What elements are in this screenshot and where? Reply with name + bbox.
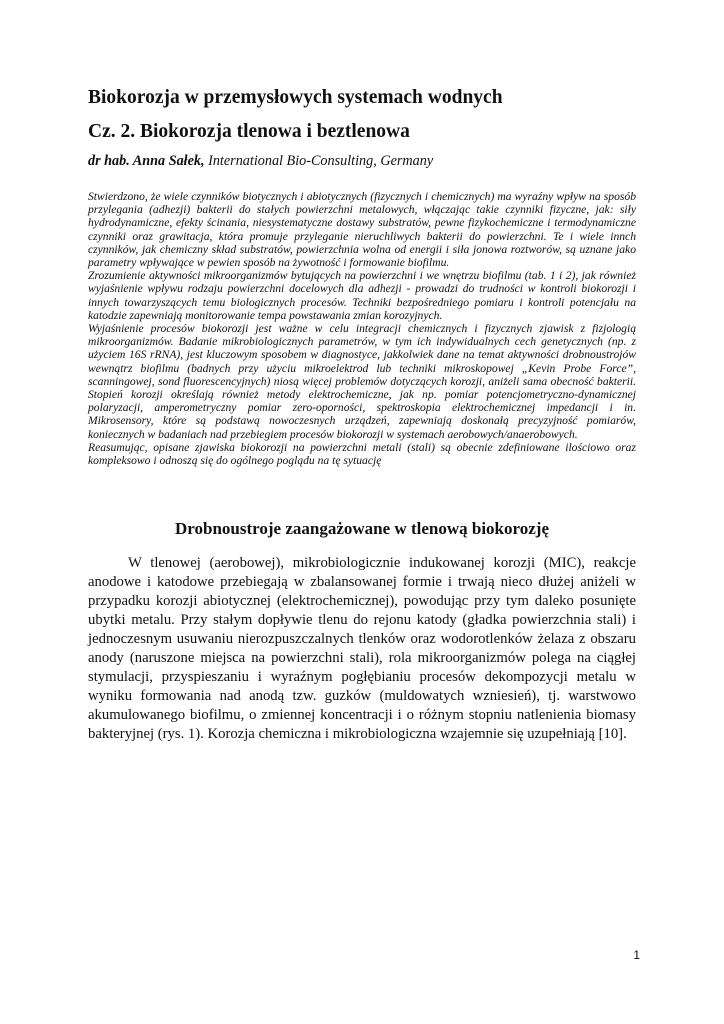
section-body-paragraph: W tlenowej (aerobowej), mikrobiologicznie indukowanej korozji (MIC), reakcje anodowe i katodowe przebiegają w zbalansowanej formie i trwają nieco dłużej aniżeli w przypadku korozji abiotycznej (elektrochemicznej), powodując przy tym daleko posunięte ubytki metalu. Przy stałym dopływie tlenu do rejonu katody (gładka powierzchnia stali) i jednoczesnym usuwaniu nierozpuszczalnych tlenków oraz wodorotlenków żelaza z obszaru anody (naruszone miejsca na powierzchni stali), rola mikroorganizmów polega na ciągłej stymulacji, przyspieszaniu i wyraźnym pogłębianiu procesów dekompozycji metalu w wyniku formowania nad anodą tzw. guzków (muldowatych wzniesień), tj. warstwowo akumulowanego biofilmu, o zmiennej koncentracji i o różnym stopniu natlenienia biomasy bakteryjnej (rys. 1). Korozja chemiczna i mikrobiologiczna wzajemnie się uzupełniają [10]. xyxy=(88,555,636,742)
author-line xyxy=(88,152,648,170)
abstract-paragraph: Reasumując, opisane zjawiska biokorozji na powierzchni metali (stali) są obecnie zdefiniowane ilościowo oraz kompleksowo i odnoszą się do ogólnego poglądu na tę sytuację xyxy=(88,440,636,468)
section-heading: Drobnoustroje zaangażowane w tlenową biokorozję xyxy=(175,519,549,538)
abstract-paragraph: Wyjaśnienie procesów biokorozji jest ważne w celu integracji chemicznych i fizycznych zjawisk z fizjologią mikroorganizmów. Badanie mikrobiologicznych parametrów, w tym ich indywidualnych cech genetycznych (np. z użyciem 16S rRNA), jest kluczowym sposobem w diagnostyce, jakkolwiek dane na temat aktywności drobnoustrojów wewnątrz biofilmu (badnych przy użyciu mikroelektrod lub techniki mikroskopowej „Kevin Probe Force”, scanningowej, sond fluorescencyjnych) niosą więcej problemów dotyczących korozji, aniżeli sama obecność bakterii. Stopień korozji określają również metody elektrochemiczne, jak np. pomiar potencjometryczno-dynamicznej polaryzacji, amperometryczny pomiar zero-oporności, spektroskopia elektrochemicznej impedancji i in. Mikrosensory, które są podstawą nowoczesnych urządzeń, zapewniają doskonałą precyzyjność pomiarów, koniecznych w badaniach nad przebiegiem procesów biokorozji w systemach aerobowych/anaerobowych. xyxy=(88,322,636,441)
abstract-paragraph: Zrozumienie aktywności mikroorganizmów bytujących na powierzchni i we wnętrzu biofilmu (tab. 1 i 2), jak również wyjaśnienie wpływu rodzaju powierzchni docelowych dla adhezji - prowadzi do trudności w kontroli biokorozji i innych towarzyszących temu biologicznych procesów. Techniki bezpośredniego pomiaru i kontroli potencjału na katodzie zapewniają monitorowanie tempa powstawania zmian korozyjnych. xyxy=(88,269,636,322)
page-number: 1 xyxy=(633,948,640,962)
author-affiliation: International Bio-Consulting, Germany xyxy=(208,153,434,169)
article-title: Biokorozja w przemysłowych systemach wodnych xyxy=(88,87,503,108)
article-subtitle: Cz. 2. Biokorozja tlenowa i beztlenowa xyxy=(88,121,410,142)
abstract xyxy=(88,190,636,467)
author-name: dr hab. Anna Sałek, xyxy=(88,153,205,169)
abstract-paragraph: Stwierdzono, że wiele czynników biotycznych i abiotycznych (fizycznych i chemicznych) ma wyraźny wpływ na sposób przylegania (adhezji) bakterii do stałych powierzchni metalowych, włączając takie czynniki fizyczne, jak: siły hydrodynamiczne, efekty ścinania, niesystematyczne dostawy substratów, pewne fizykochemiczne i termodynamiczne czynniki oraz grawitacja, która promuje przyleganie nieruchliwych bakterii do powierzchni. Te i wiele innch czynników, jak chemiczny skład substratów, powierzchnia wolna od energii i siła jonowa roztworów, są uznane jako parametry wpływające w pewien sposób na żywotność i formowanie biofilmu. xyxy=(88,190,636,270)
